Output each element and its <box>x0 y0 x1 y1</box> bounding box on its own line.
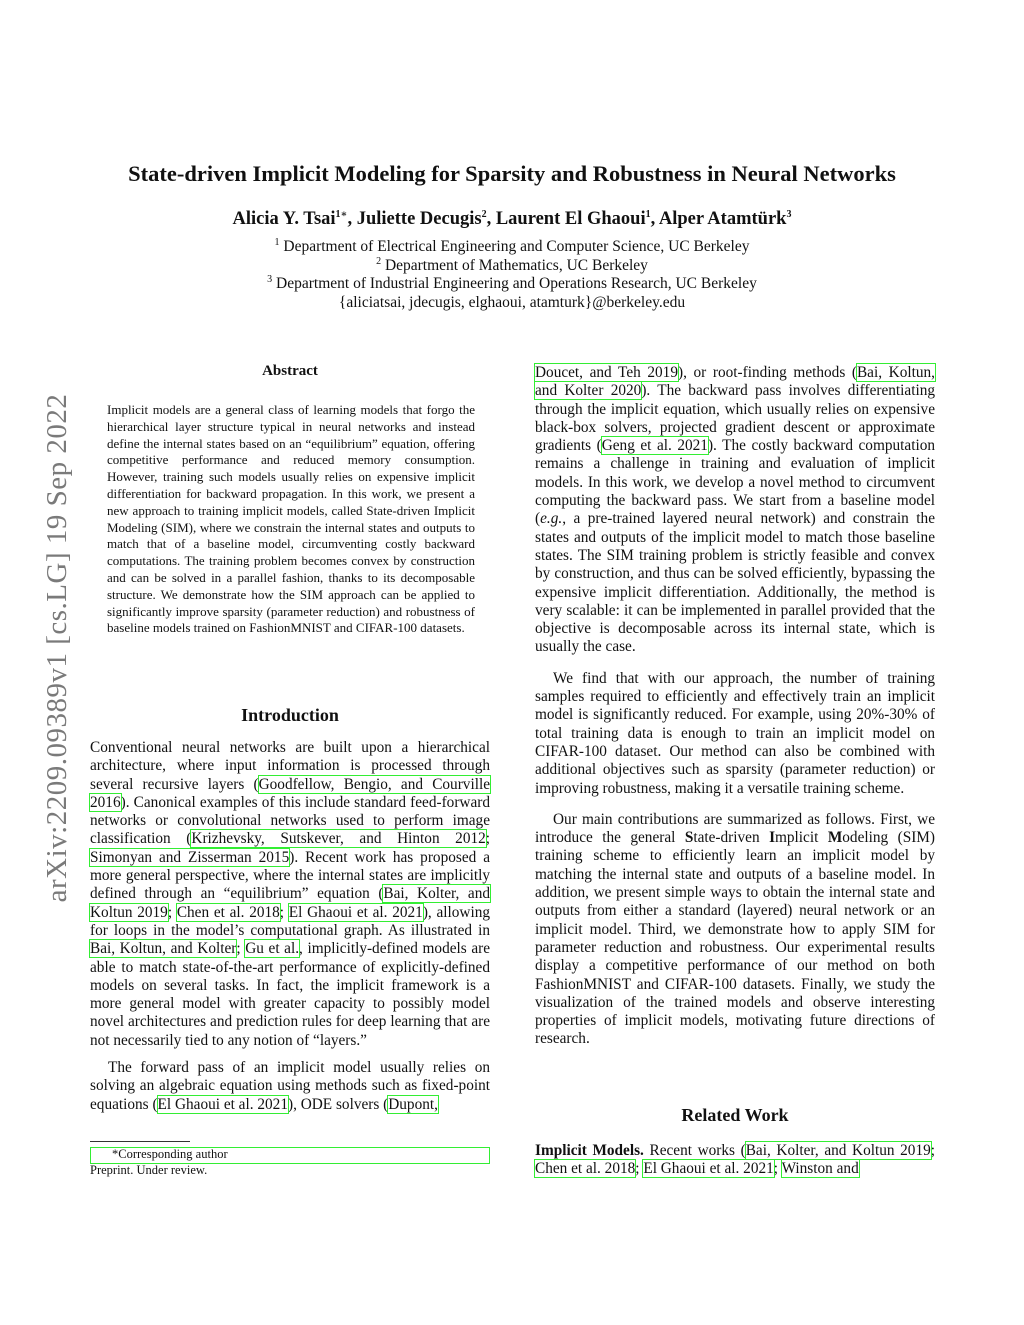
text-run: ). Canonical examples of this include standard feed-forward networks or convolutional networks used to perform image classification ( <box>90 793 490 848</box>
author-affiliation-mark: 3 <box>786 208 792 220</box>
citation-link[interactable]: El Ghaoui et al. 2021 <box>643 1160 774 1178</box>
text-run: odeling (SIM) training scheme to efficiently learn an implicit model by matching the internal state and outputs of a baseline model. In addition, we present simple ways to obtain the internal state and outputs from either a standard (layered) neural network or an implicit model. Third, we demonstrate how to apply SIM for parameter reduction and robustness. Our experimental results display a competitive performance of our method on both FashionMNIST and CIFAR-100 datasets. Finally, we study the visualization of the trained models and observe interesting properties of implicit models, motivating future directions of research. <box>535 829 935 1048</box>
abstract-heading: Abstract <box>262 363 318 379</box>
footnote-rule <box>90 1141 190 1142</box>
citation-link[interactable]: Bai, Kolter, and Koltun 2019 <box>90 885 490 921</box>
text-run: ; <box>930 1142 935 1159</box>
text-run: The forward pass of an implicit model usually relies on solving an algebraic equation using methods such as fixed-point equations ( <box>90 1059 490 1113</box>
citation-link[interactable]: El Ghaoui et al. 2021 <box>288 903 423 921</box>
affiliations <box>0 238 1024 312</box>
text-run: , a pre-trained layered neural network) and constrain the states and outputs of the implicit model to match those baseline states. The SIM training problem is strictly feasible and convex by construction, and thus can be solved efficiently, bypassing the expensive implicit differentiation. Additionally, the method is very scalable: it can be implemented in parallel provided that the objective is decomposable across its internal state, which is usually the case. <box>535 510 935 656</box>
citation-link[interactable]: Geng et al. 2021 <box>601 437 708 455</box>
text-run: ; <box>773 1160 782 1178</box>
text-run: ). The backward pass involves differentiating through the implicit equation, which usually relies on expensive black-box solvers, projected gradient descent or approximate gradients ( <box>535 382 935 455</box>
author-list: Alicia Y. Tsai$^{1∗}$, Juliette Decugis$^2$, Laurent El Ghaoui$^1$, Alper Atamtürk$^3$ <box>232 208 792 229</box>
citation-link[interactable]: Bai, Koltun, and Kolter 2020 <box>535 364 935 400</box>
author-name: Juliette Decugis <box>356 209 482 229</box>
citation-link[interactable]: Chen et al. 2018 <box>535 1160 636 1178</box>
text-run: , implicitly-defined models are able to match state-of-the-art performance of explicitly-defined models on several tasks. In fact, the implicit framework is a more general model with greater capacity to possibly model novel architectures and prediction rules for deep learning that are not necessarily tied to any notion of “layers.” <box>90 940 490 1049</box>
paper-title: State-driven Implicit Modeling for Sparsity and Robustness in Neural Networks <box>128 161 896 186</box>
right-paragraph-2: We find that with our approach, the number of training samples required to efficiently and effectively train an implicit model is significantly reduced. For example, using 20%-30% of total training data is enough to train an implicit model on CIFAR-100 dataset. Our method can also be combined with additional objectives such as sparsity (parameter reduction) or improving robustness, making it a versatile training scheme. <box>535 669 935 797</box>
related-work-heading: Related Work <box>681 1105 789 1125</box>
affiliation-1: $^1$ Department of Electrical Engineering and Computer Science, UC Berkeley <box>274 236 750 255</box>
citation-link[interactable]: Dupont, <box>388 1095 438 1113</box>
text-run: Our main contributions are summarized as follows. First, we introduce the general <box>535 810 935 847</box>
abstract-text: Implicit models are a general class of learning models that forgo the hierarchical layer structure typical in neural networks and instead define the internal states based on an “equilibrium” equation, offering competitive performance and reduced memory consumption. However, training such models usually relies on expensive implicit differentiation for backward propagation. In this work, we present a new approach to training implicit models, called State-driven Implicit Modeling (SIM), where we constrain the internal states and outputs to match that of a baseline model, circumventing costly backward computations. The training problem becomes convex by construction and can be solved in a parallel fashion, thanks to its decomposable structure. We demonstrate how the SIM approach can be applied to significantly improve sparsity (parameter reduction) and robustness of baseline models trained on FashionMNIST and CIFAR-100 datasets. <box>107 402 475 636</box>
citation-link[interactable]: Winston and <box>781 1160 859 1178</box>
bold-text: S <box>684 829 694 847</box>
citation-link[interactable]: Doucet, and Teh 2019 <box>535 364 678 381</box>
citation-link[interactable]: Bai, Koltun, and Kolter <box>90 940 237 958</box>
related-work-body <box>535 1142 935 1179</box>
right-paragraph-3 <box>535 811 935 1049</box>
text-run: tate-driven <box>693 829 770 847</box>
citation-link[interactable]: Chen et al. 2018 <box>176 903 280 921</box>
intro-paragraph-2 <box>90 1059 490 1114</box>
text-run: ; <box>236 940 246 958</box>
text-run: ; <box>279 903 289 921</box>
bold-text: I <box>769 829 776 847</box>
author-affiliation-mark: 1∗ <box>335 208 348 220</box>
author-name: Alicia Y. Tsai <box>232 209 336 229</box>
preprint-note: Preprint. Under review. <box>90 1163 208 1177</box>
author-affiliation-mark: 2 <box>481 208 487 220</box>
text-run: ; <box>635 1160 644 1178</box>
text-run: ), ODE solvers ( <box>287 1095 389 1113</box>
citation-link[interactable]: Goodfellow, Bengio, and Courville 2016 <box>90 775 490 811</box>
text-run: ). The costly backward computation remains a challenge in training and evaluation of implicit models. In this work, we develop a novel method to circumvent computing the backward pass. We start from a baseline model ( <box>535 437 935 528</box>
text-run: ; <box>167 903 177 921</box>
right-paragraph-1 <box>535 364 935 657</box>
text-run: Conventional neural networks are built upon a hierarchical architecture, where input information is processed through several recursive layers ( <box>90 739 490 793</box>
citation-link[interactable]: Gu et al. <box>245 940 300 958</box>
intro-paragraph-1 <box>90 739 490 1050</box>
footnote-corresponding-author: *Corresponding author <box>112 1147 228 1161</box>
text-run: ; <box>485 830 491 848</box>
italic-text: e.g. <box>540 510 563 528</box>
bold-text: Implicit Models. <box>535 1142 644 1159</box>
author-name: Alper Atamtürk <box>658 209 787 229</box>
text-run: ), or root-finding methods ( <box>677 364 857 381</box>
author-name: Laurent El Ghaoui <box>495 209 646 229</box>
text-run: mplicit <box>775 829 828 847</box>
introduction-heading: Introduction <box>241 705 339 725</box>
citation-link[interactable]: El Ghaoui et al. 2021 <box>157 1095 288 1113</box>
citation-link[interactable]: Bai, Kolter, and Koltun 2019 <box>745 1142 931 1159</box>
right-column-body <box>535 364 935 1049</box>
text-run: Recent works ( <box>643 1142 746 1159</box>
citation-link[interactable]: Krizhevsky, Sutskever, and Hinton 2012 <box>191 830 486 848</box>
arxiv-identifier: arXiv:2209.09389v1 [cs.LG] 19 Sep 2022 <box>41 393 73 903</box>
citation-link[interactable]: Simonyan and Zisserman 2015 <box>90 848 290 866</box>
text-run: ). Recent work has proposed a more general perspective, where the internal states are implicitly defined through an “equilibrium” equation ( <box>90 848 490 903</box>
text-run: ), allowing for loops in the model’s computational graph. As illustrated in <box>90 903 491 939</box>
author-affiliation-mark: 1 <box>645 208 651 220</box>
affiliation-3: $^3$ Department of Industrial Engineering and Operations Research, UC Berkeley <box>267 273 757 292</box>
author-emails: {aliciatsai, jdecugis, elghaoui, atamturk}@berkeley.edu <box>338 293 686 311</box>
affiliation-2: $^2$ Department of Mathematics, UC Berkeley <box>376 255 648 274</box>
bold-text: M <box>827 829 843 847</box>
related-work-paragraph <box>535 1142 935 1179</box>
left-column-body <box>90 739 490 1114</box>
